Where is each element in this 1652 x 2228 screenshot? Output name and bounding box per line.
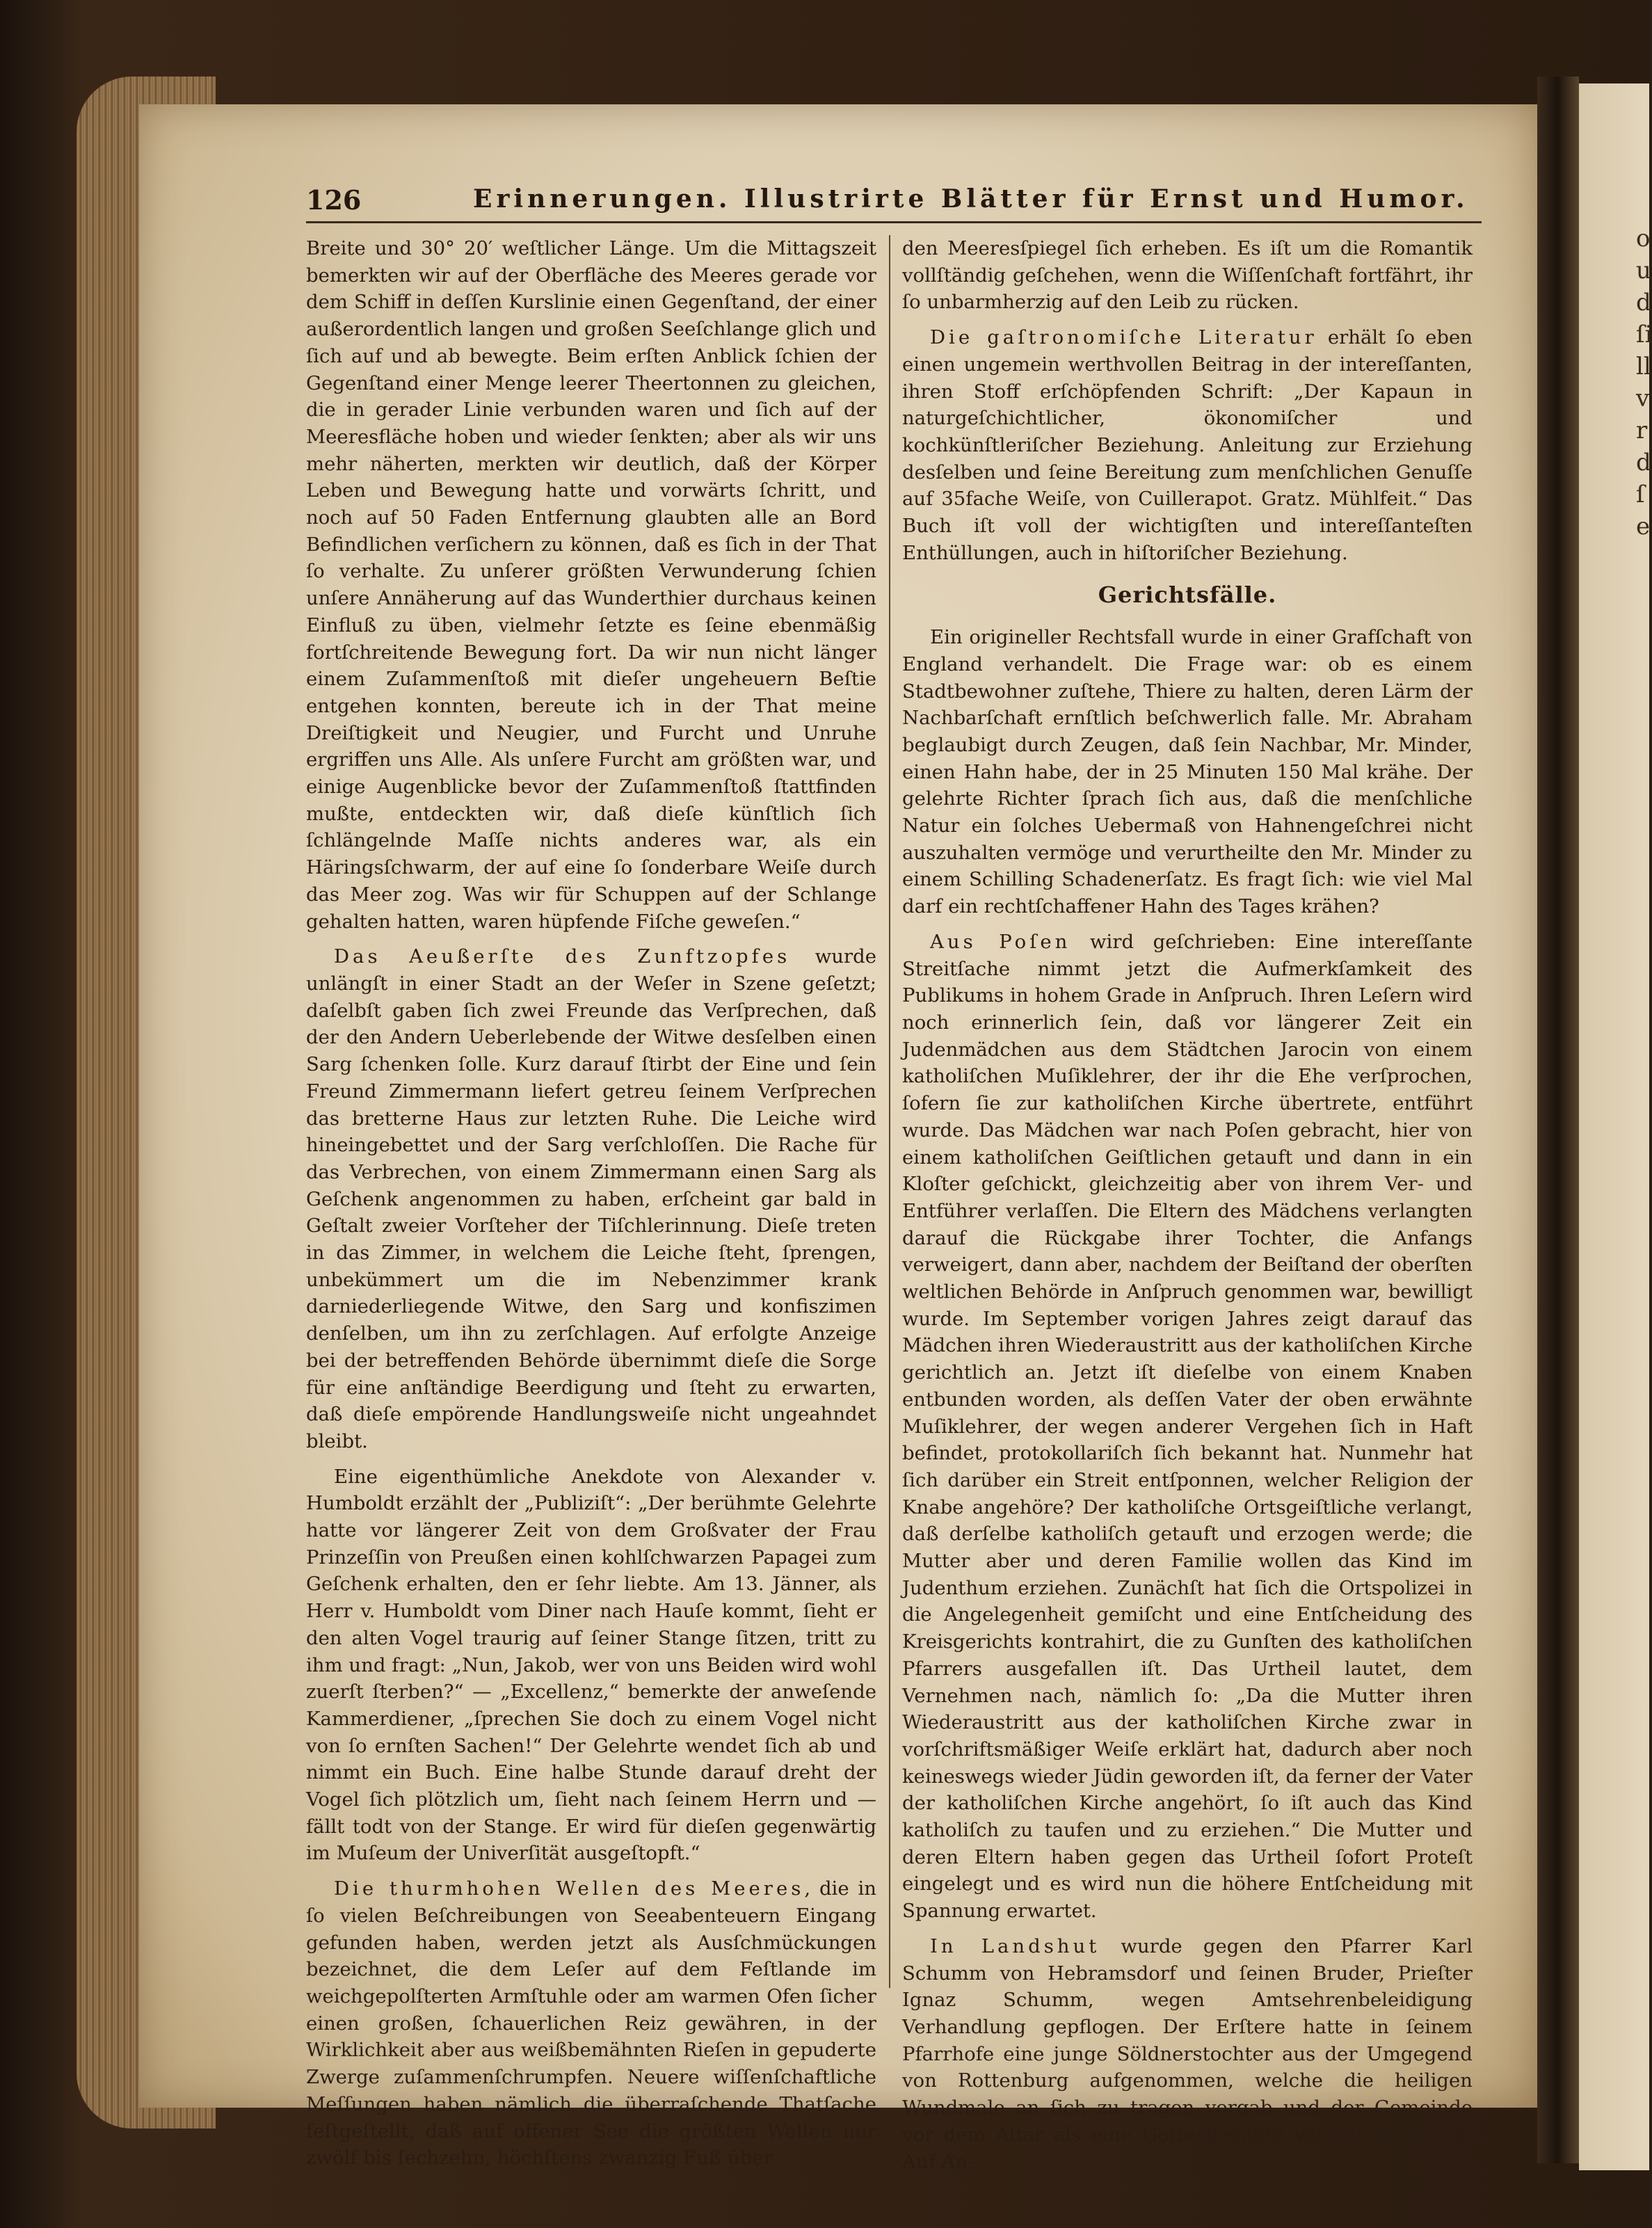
paragraph: Eine eigenthümliche Anekdote von Alexander v. Humboldt erzählt der „Publiziſt“: „Der berühmte Gelehrte hatte vor längerer Zeit von dem Großvater der Frau Prinzeſſin von Preußen einen kohlſchwarzen Papagei zum Geſchenk erhalten, den er ſehr liebte. Am 13. Jänner, als Herr v. Humboldt vom Diner nach Hauſe kommt, ſieht er den alten Vogel traurig auf ſeiner Stange ſitzen, tritt zu ihm und fragt: „Nun, Jakob, wer von uns Beiden wird wohl zuerſt ſterben?“ — „Excellenz,“ bemerkte der anweſende Kammerdiener, „ſprechen Sie doch zu einem Vogel nicht von ſo ernſten Sachen!“ Der Gelehrte wendet ſich ab und nimmt ein Buch. Eine halbe Stunde darauf dreht der Vogel ſich plötzlich um, ſieht nach ſeinem Herrn und — fällt todt von der Stange. Er wird für dieſen gegenwärtig im Muſeum der Univerſität ausgeſtopft.“ — [306, 1465, 876, 1865]
paragraph-lead: In Landshut — [930, 1934, 1100, 1957]
paragraph: den Meeresſpiegel ſich erheben. Es iſt um die Romantik vollſtändig geſchehen, wenn die Wiſſenſchaft fortfährt, ihr ſo unbarmherzig auf den Leib zu rücken. — [902, 237, 1473, 314]
paragraph-lead: Das Aeußerſte des Zunftzopfes — [334, 945, 791, 968]
paragraph — [902, 324, 1473, 566]
left-column — [306, 235, 876, 2180]
paragraph: Breite und 30° 20′ weſtlicher Länge. Um die Mittagszeit bemerkten wir auf der Oberfläche des Meeres gerade vor dem Schiff in deſſen Kurslinie einen Gegenſtand, der einer außerordentlich langen und großen Seeſchlange glich und ſich auf und ab bewegte. Beim erſten Anblick ſchien der Gegenſtand einer Menge leerer Theertonnen zu gleichen, die in gerader Linie verbunden waren und ſich auf der Meeresfläche hoben und wieder ſenkten; aber als wir uns mehr näherten, merkten wir deutlich, daß der Körper Leben und Bewegung hatte und vorwärts ſchritt, und noch auf 50 Faden Entfernung glaubten alle an Bord Befindlichen verſichern zu können, daß es ſich in der That ſo verhalte. Zu unſerer größten Verwunderung ſchien unſere Annäherung auf das Wunderthier durchaus keinen Einfluß zu üben, vielmehr ſetzte es ſeine ebenmäßig fortſchreitende Bewegung fort. Da wir nun nicht länger einem Zuſammenſtoß mit dieſer ungeheuern Beſtie entgehen konnten, bereute ich in der That meine Dreiſtigkeit und Neugier, und Furcht und Unruhe ergriffen uns Alle. Als unſere Furcht am größten war, und einige Augenblicke bevor der Zuſammenſtoß ſtattfinden mußte, entdeckten wir, daß dieſe künſtlich ſich ſchlängelnde Maſſe nichts anderes war, als ein Häringsſchwarm, der auf eine ſo ſonderbare Weiſe durch das Meer zog. Was wir für Schuppen auf der Schlange gehalten hatten, waren hüpfende Fiſche geweſen.“ — [306, 237, 876, 933]
book-gutter — [1537, 77, 1579, 2163]
paragraph: Ein origineller Rechtsfall wurde in einer Grafſchaft von England verhandelt. Die Frage war: ob es einem Stadtbewohner zuſtehe, Thiere zu halten, deren Lärm der Nachbarſchaft ernſtlich beſchwerlich falle. Mr. Abraham beglaubigt durch Zeugen, daß ſein Nachbar, Mr. Minder, einen Hahn habe, der in 25 Minuten 150 Mal krähe. Der gelehrte Richter ſprach ſich aus, daß die menſchliche Natur ein ſolches Uebermaß von Hahnengeſchrei nicht auszuhalten vermöge und verurtheilte den Mr. Minder zu einem Schilling Schadenerſatz. Es fragt ſich: wie viel Mal darf ein rechtſchaffener Hahn des Tages krähen? — [902, 626, 1473, 918]
page-number: 126 — [306, 184, 362, 216]
paragraph-body: wird geſchrieben: Eine intereſſante Streitſache nimmt jetzt die Aufmerkſamkeit des Publikums in hohem Grade in Anſpruch. Ihren Leſern wird noch erinnerlich ſein, daß vor längerer Zeit ein Judenmädchen aus dem Städtchen Jarocin von einem katholiſchen Muſiklehrer, der ihr die Ehe verſprochen, ſofern ſie zur katholiſchen Kirche übertrete, entführt wurde. Das Mädchen war nach Poſen gebracht, hier von einem katholiſchen Geiſtlichen getauft und dann in ein Kloſter geſchickt, gleichzeitig aber von ihrem Ver- und Entführer verlaſſen. Die Eltern des Mädchens verlangten darauf die Rückgabe ihrer Tochter, die Anfangs verweigert, dann aber, nachdem der Beiſtand der oberſten weltlichen Behörde in Anſpruch genommen war, bewilligt wurde. Im September vorigen Jahres zeigt darauf das Mädchen ihren Wiederaustritt aus der katholiſchen Kirche gerichtlich an. Jetzt iſt dieſelbe von einem Knaben entbunden worden, als deſſen Vater der oben erwähnte Muſiklehrer, der wegen anderer Vergehen ſich in Haft befindet, protokollariſch ſich bekannt hat. Nunmehr hat ſich darüber ein Streit entſponnen, welcher Religion der Knabe angehöre? Der katholiſche Ortsgeiſtliche verlangt, daß derſelbe katholiſch getauft und erzogen werde; die Mutter aber und deren Familie wollen das Kind im Judenthum erziehen. Zunächſt hat ſich die Ortspolizei in die Angelegenheit gemiſcht und eine Entſcheidung des Kreisgerichts kontrahirt, die zu Gunſten des katholiſchen Pfarrers ausgefallen iſt. Das Urtheil lautet, dem Vernehmen nach, nämlich ſo: „Da die Mutter ihren Wiederaustritt aus der katholiſchen Kirche zwar in vorſchriftsmäßiger Weiſe erklärt hat, dadurch aber noch keineswegs wieder Jüdin geworden iſt, da ferner der Vater der katholiſchen Kirche angehört, ſo iſt auch das Kind katholiſch zu taufen und zu erziehen.“ Die Mutter und deren Eltern haben gegen das Urtheil ſofort Proteſt eingelegt und es wird nun die höhere Entſcheidung mit Spannung erwartet. — [902, 930, 1473, 1923]
paragraph — [902, 1933, 1473, 2175]
paragraph — [902, 929, 1473, 1925]
paragraph-lead: Aus Poſen — [930, 930, 1071, 953]
page-header — [306, 184, 1489, 219]
column-divider — [889, 235, 890, 1988]
header-rule — [306, 221, 1482, 223]
paragraph-body: wurde unlängſt in einer Stadt an der Weſer in Szene geſetzt; daſelbſt gaben ſich zwei Freunde das Verſprechen, daß der den Andern Ueberlebende der Witwe desſelben einen Sarg ſchenken ſolle. Kurz darauf ſtirbt der Eine und ſein Freund Zimmermann liefert getreu ſeinem Verſprechen das bretterne Haus zur letzten Ruhe. Die Leiche wird hineingebettet und der Sarg verſchloſſen. Die Rache für das Verbrechen, von einem Zimmermann einen Sarg als Geſchenk angenommen zu haben, erſcheint gar bald in Geſtalt zweier Vorſteher der Tiſchlerinnung. Dieſe treten in das Zimmer, in welchem die Leiche ſteht, ſprengen, unbekümmert um die im Nebenzimmer krank darniederliegende Witwe, den Sarg und konfiszimen denſelben, um ihn zu zerſchlagen. Auf erfolgte Anzeige bei der betreffenden Behörde übernimmt dieſe die Sorge für eine anſtändige Beerdigung und ſteht zu erwarten, daß dieſe empörende Handlungsweiſe nicht ungeahndet bleibt. — [306, 945, 876, 1452]
paragraph-body: erhält ſo eben einen ungemein werthvollen Beitrag in der intereſſanten, ihren Stoff erſchöpfenden Schrift: „Der Kapaun in naturgeſchichtlicher, ökonomiſcher und kochkünſtleriſcher Beziehung. Anleitung zur Erziehung desſelben und ſeine Bereitung zum menſchlichen Genuſſe auf 35fache Weiſe, von Cuillerapot. Gratz. Mühlfeit.“ Das Buch iſt voll der wichtigſten und intereſſanteſten Enthüllungen, auch in hiſtoriſcher Beziehung. — [902, 326, 1473, 564]
paragraph-lead: Die thurmhohen Wellen des Meeres — [334, 1877, 805, 1900]
paragraph — [306, 943, 876, 1454]
paragraph-lead: Die gaſtronomiſche Literatur — [930, 326, 1317, 349]
section-heading: Gerichtsfälle. — [1098, 582, 1277, 609]
facing-page-text: o u d ſi ll v r d ſ e — [1636, 225, 1652, 540]
right-column — [902, 235, 1473, 2183]
paragraph — [306, 1875, 876, 2172]
running-title: Erinnerungen. Illustrirte Blätter für Ernst und Humor. — [473, 184, 1469, 214]
paragraph-body: , die in ſo vielen Beſchreibungen von Seeabenteuern Eingang gefunden haben, werden jetzt als Ausſchmückungen bezeichnet, die dem Leſer auf dem Feſtlande im weichgepolſterten Armſtuhle oder am warmen Ofen ſicher einen großen, ſchauerlichen Reiz gewähren, in der Wirklichkeit aber aus weißbemähnten Rieſen in gepuderte Zwerge zuſammenſchrumpfen. Neuere wiſſenſchaftliche Meſſungen haben nämlich die überraſchende Thatſache feſtgeſtellt, daß auf offener See die größten Wellen nur zwölf bis ſechzehn, höchſtens zwanzig Fuß über — [306, 1877, 876, 2170]
paragraph-body: wurde gegen den Pfarrer Karl Schumm von Hebramsdorf und ſeinen Bruder, Prieſter Ignaz Schumm, wegen Amtsehrenbeleidigung Verhandlung gepflogen. Der Erſtere hatte in ſeinem Pfarrhofe eine junge Söldnerstochter aus der Umgegend von Rottenburg aufgenommen, welche die heiligen Wundmale an ſich zu tragen vorgab und der Gemeinde vor dem Altar als eine Gottesbegabte vorgeſtellt wurde. Auf An- — [902, 1934, 1473, 2173]
